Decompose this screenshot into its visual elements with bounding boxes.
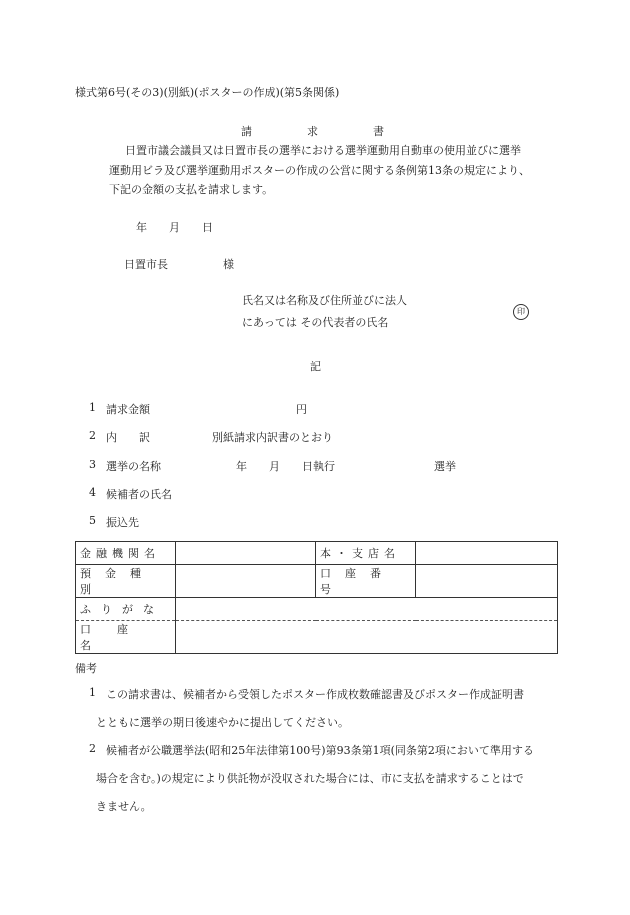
label-furigana [76, 598, 176, 621]
item-number: 2 [89, 429, 96, 442]
branch-field[interactable] [416, 542, 558, 565]
label-financial-institution-text: 金融機関名 [80, 547, 160, 560]
item-label-election-name: 選挙の名称 [106, 460, 161, 473]
seal-mark: 印 [513, 304, 529, 320]
addressee: 日置市長 様 [124, 258, 234, 271]
item-value-breakdown: 別紙請求内訳書のとおり [212, 431, 333, 444]
item-label-breakdown: 内 訳 [106, 431, 150, 444]
note-2-line-3: きません。 [96, 800, 152, 813]
bank-transfer-table [75, 541, 558, 654]
note-number: 2 [89, 742, 96, 755]
label-financial-institution [76, 542, 176, 565]
item-number: 5 [89, 514, 96, 527]
note-1-line-2: とともに選挙の期日後速やかに提出してください。 [96, 716, 349, 729]
label-account-name-text: 口座名 [80, 623, 154, 652]
label-furigana-text: ふりがな [80, 603, 164, 616]
item-label-transfer-destination: 振込先 [106, 516, 139, 529]
intro-line-1: 日置市議会議員又は日置市長の選挙における選挙運動用自動車の使用並びに選挙 [125, 144, 521, 157]
label-account-number-text: 口座番号 [320, 567, 395, 596]
item-number: 4 [89, 486, 96, 499]
label-deposit-type [76, 565, 176, 598]
item-value-amount: 円 [296, 403, 307, 416]
date-line: 年 月 日 [136, 221, 213, 234]
applicant-line-1: 氏名又は名称及び住所並びに法人 [242, 294, 407, 307]
item-label-amount: 請求金額 [106, 403, 150, 416]
notes-title: 備考 [75, 662, 97, 675]
label-deposit-type-text: 預金種別 [80, 567, 155, 596]
item-value-election-name: 年 月 日執行 選挙 [236, 460, 456, 473]
item-number: 3 [89, 458, 96, 471]
intro-line-3: 下記の金額の支払を請求します。 [109, 183, 274, 196]
ki-heading: 記 [310, 360, 321, 373]
note-2-line-2: 場合を含む。)の規定により供託物が没収された場合には、市に支払を請求することはで [96, 772, 524, 785]
note-number: 1 [89, 686, 96, 699]
account-number-field[interactable] [416, 565, 558, 598]
item-label-candidate-name: 候補者の氏名 [106, 488, 172, 501]
form-number-header: 様式第6号(その3)(別紙)(ポスターの作成)(第5条関係) [75, 86, 340, 99]
deposit-type-field[interactable] [176, 565, 316, 598]
furigana-field[interactable] [176, 598, 558, 621]
account-name-field[interactable] [176, 621, 558, 654]
financial-institution-field[interactable] [176, 542, 316, 565]
note-1-line-1: この請求書は、候補者から受領したポスター作成枚数確認書及びポスター作成証明書 [106, 688, 524, 701]
label-branch [316, 542, 416, 565]
item-number: 1 [89, 401, 96, 414]
applicant-line-2: にあっては その代表者の氏名 [242, 316, 389, 329]
intro-line-2: 運動用ビラ及び選挙運動用ポスターの作成の公営に関する条例第13条の規定により、 [109, 164, 530, 177]
label-branch-text: 本・支店名 [320, 547, 400, 560]
label-account-number [316, 565, 416, 598]
label-account-name [76, 621, 176, 654]
document-title: 請 求 書 [241, 125, 384, 138]
note-2-line-1: 候補者が公職選挙法(昭和25年法律第100号)第93条第1項(同条第2項において準用する [106, 744, 534, 757]
